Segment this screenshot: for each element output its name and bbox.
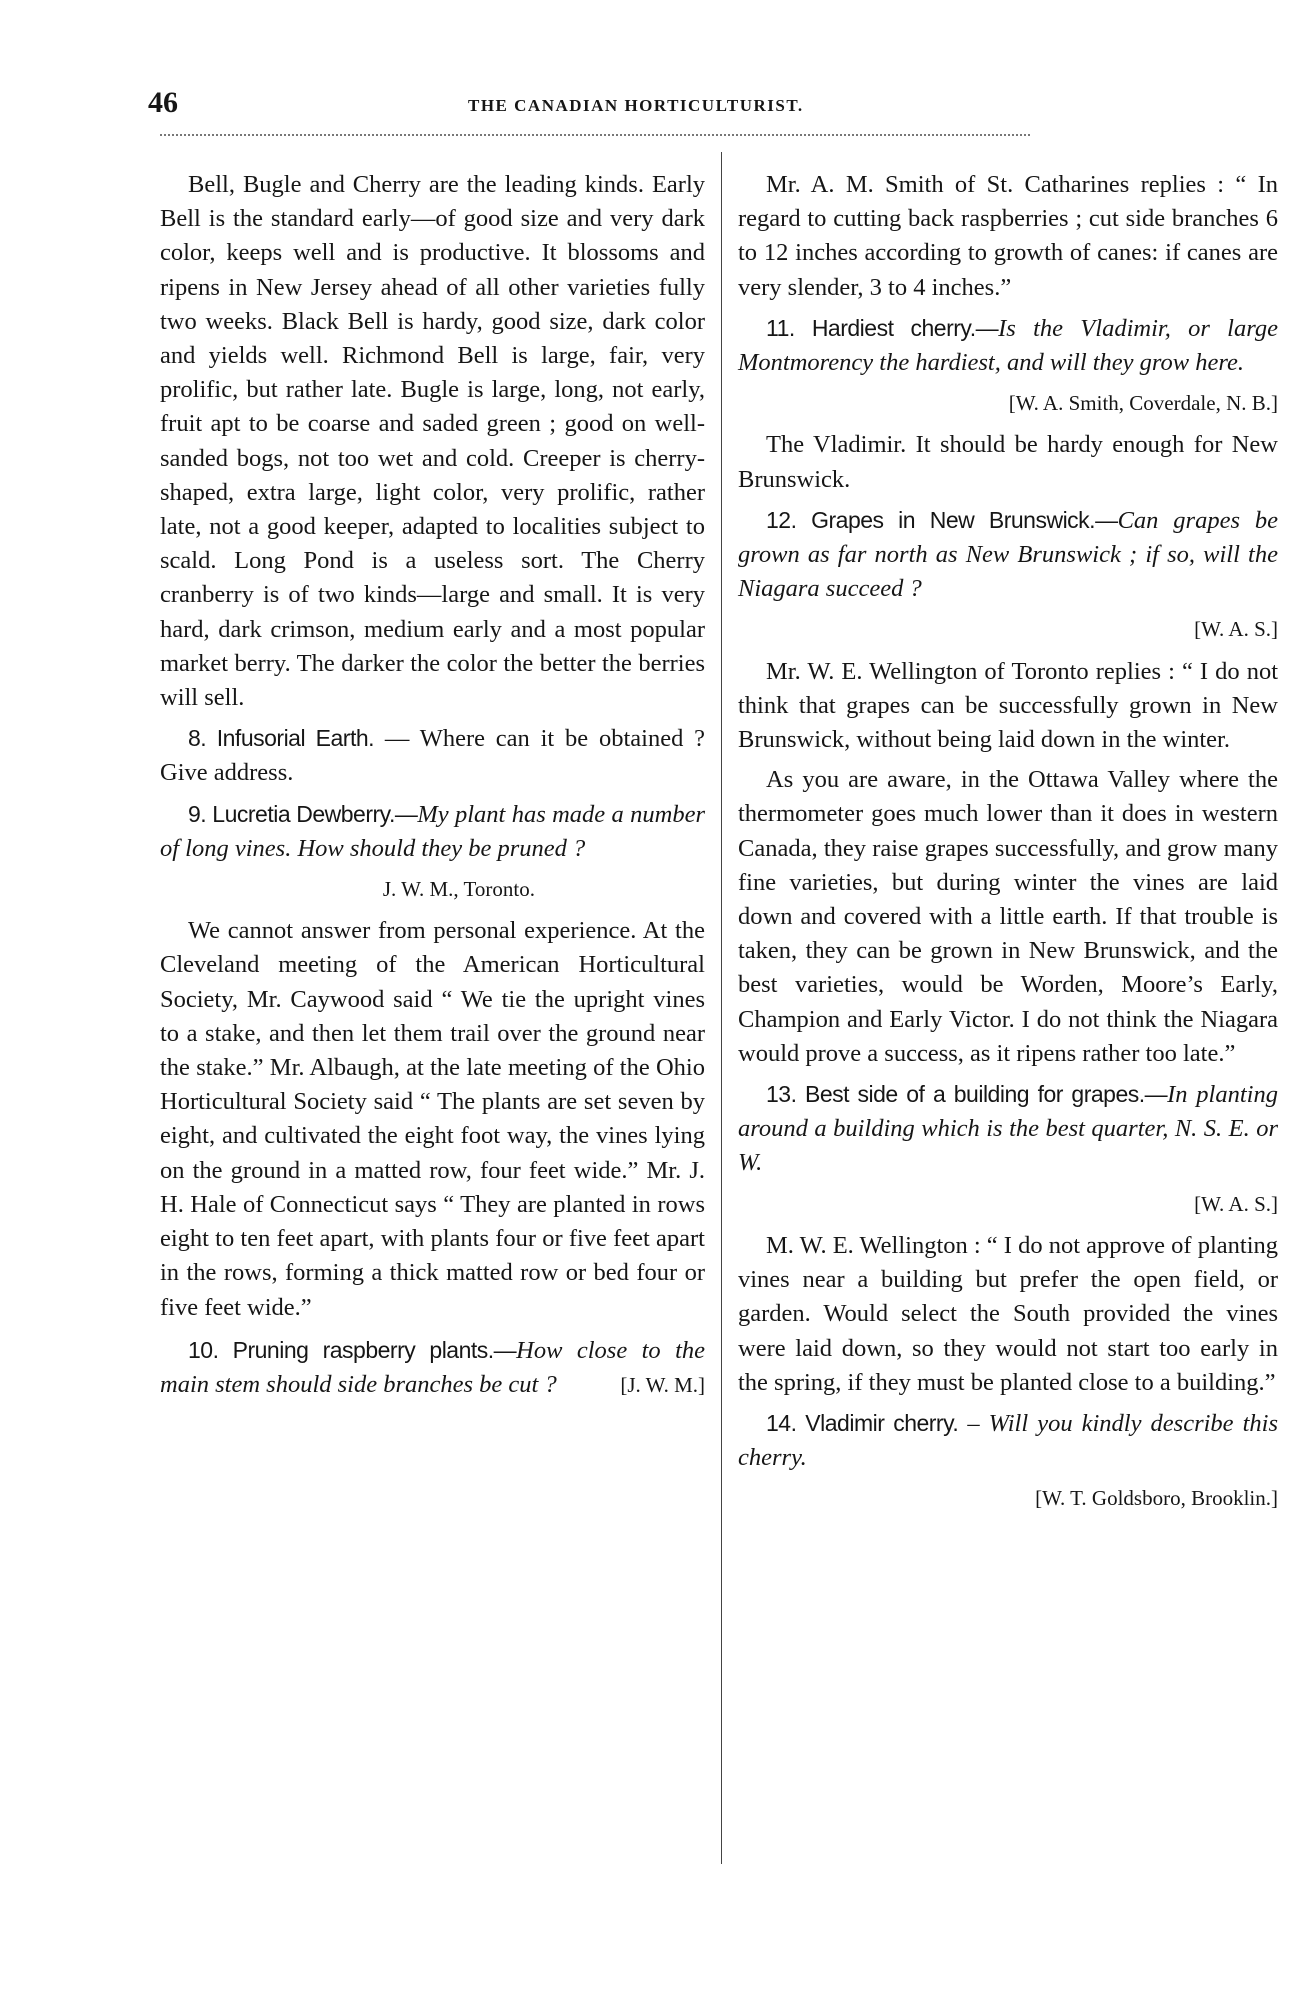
journal-title: THE CANADIAN HORTICULTURIST. [468,96,804,115]
question-9-answer: We cannot answer from personal experience. At the Cleveland meeting of the American Horticultural Society, Mr. Caywood said “ We tie the upright vines to a stake, and then let them trail over the ground near the stake.” Mr. Albaugh, at the late meeting of the Ohio Horticultural Society said “ The plants are set seven by eight, and cultivated the eight foot way, the vines lying on the ground in a matted row, four feet wide.” Mr. J. H. Hale of Connecticut says “ They are planted in rows eight to ten feet apart, with plants four or five feet apart in the rows, forming a thick matted row or bed four or five feet wide.” [160,917,705,1321]
question-8-heading: 8. Infusorial Earth. [188,725,375,752]
question-9-text: My plant has made a number of long vines. How should they be pruned ? [160,800,705,862]
question-12-answer-2: As you are aware, in the Ottawa Valley where the thermometer goes much lower than it does in western Canada, they raise grapes successfully, and grow many fine varieties, but during winter the vines are laid down and covered with a little earth. If that trouble is taken, they can be grown in New Brunswick, and the best varieties, would be Worden, Moore’s Early, Champion and Early Victor. I do not think the Niagara would prove a success, as it ripens rather too late.” [738,766,1278,1067]
question-14-text: Will you kindly describe this cherry. [738,1409,1278,1472]
question-11-text: Is the Vladimir, or large Montmorency the hardiest, and will they grow here. [738,314,1278,377]
question-13-answer: M. W. E. Wellington : “ I do not approve of planting vines near a building but prefer the open field, or garden. Would select the South provided the vines were laid down, so they would not start too early in the spring, if they must be planted close to a building.” [738,1231,1279,1396]
question-10-heading: 10. Pruning raspberry plants.— [188,1336,517,1363]
question-14-attribution: [W. T. Goldsboro, Brooklin.] [1035,1486,1278,1511]
left-column [160,168,705,1410]
question-14-dash: – [958,1409,989,1437]
question-11-answer: The Vladimir. It should be hardy enough for New Brunswick. [738,431,1278,493]
question-11-attribution: [W. A. Smith, Coverdale, N. B.] [1008,391,1278,416]
page-header [148,86,948,126]
question-12-attribution: [W. A. S.] [1194,617,1278,642]
question-13-attribution: [W. A. S.] [1194,1191,1278,1216]
question-8 [160,721,705,790]
question-11-heading: 11. Hardiest cherry.— [766,314,999,341]
question-10-attribution: [J. W. M.] [620,1373,705,1398]
question-12-answer-1: Mr. W. E. Wellington of Toronto replies : “ I do not think that grapes can be successfully grown in New Brunswick, without being laid down in the winter. [738,657,1278,754]
page-number: 46 [148,86,178,119]
question-8-text: — Where can it be obtained ? Give address. [160,725,706,787]
question-10-answer: Mr. A. M. Smith of St. Catharines replies : “ In regard to cutting back raspberries ; cut side branches 6 to 12 inches according to growth of canes: if canes are very slender, 3 to 4 inches.” [738,171,1278,301]
header-rule [160,134,1030,136]
right-column [738,168,1278,1524]
question-9 [160,797,705,866]
question-9-heading: 9. Lucretia Dewberry.— [188,800,418,827]
question-10-text: How close to the main stem should side branches be cut ? [160,1336,705,1398]
question-13-heading: 13. Best side of a building for grapes.— [766,1081,1168,1108]
question-13 [738,1077,1278,1181]
cranberry-paragraph: Bell, Bugle and Cherry are the leading kinds. Early Bell is the standard early—of good size and very dark color, keeps well and is productive. It blossoms and ripens in New Jersey ahead of all other varieties fully two weeks. Black Bell is hardy, good size, dark color and yields well. Richmond Bell is large, fair, very prolific, but rather late. Bugle is large, long, not early, fruit apt to be coarse and saded green ; good on well-sanded bogs, not too wet and cold. Creeper is cherry-shaped, extra large, light color, very prolific, rather late, not a good keeper, adapted to localities subject to scald. Long Pond is a useless sort. The Cherry cranberry is of two kinds—large and small. It is very hard, dark crimson, medium early and a most popular market berry. The darker the color the better the berries will sell. [160,171,705,712]
question-12-heading: 12. Grapes in New Brunswick.— [766,506,1118,533]
question-12-text: Can grapes be grown as far north as New Brunswick ; if so, will the Niagara succeed ? [738,506,1278,603]
question-11 [738,311,1278,380]
question-9-attribution: J. W. M., Toronto. [382,877,535,902]
question-14 [738,1406,1278,1475]
question-12 [738,503,1278,607]
question-14-heading: 14. Vladimir cherry. [766,1409,959,1436]
column-divider [721,152,722,1864]
question-13-text: In planting around a building which is the best quarter, N. S. E. or W. [738,1081,1278,1177]
